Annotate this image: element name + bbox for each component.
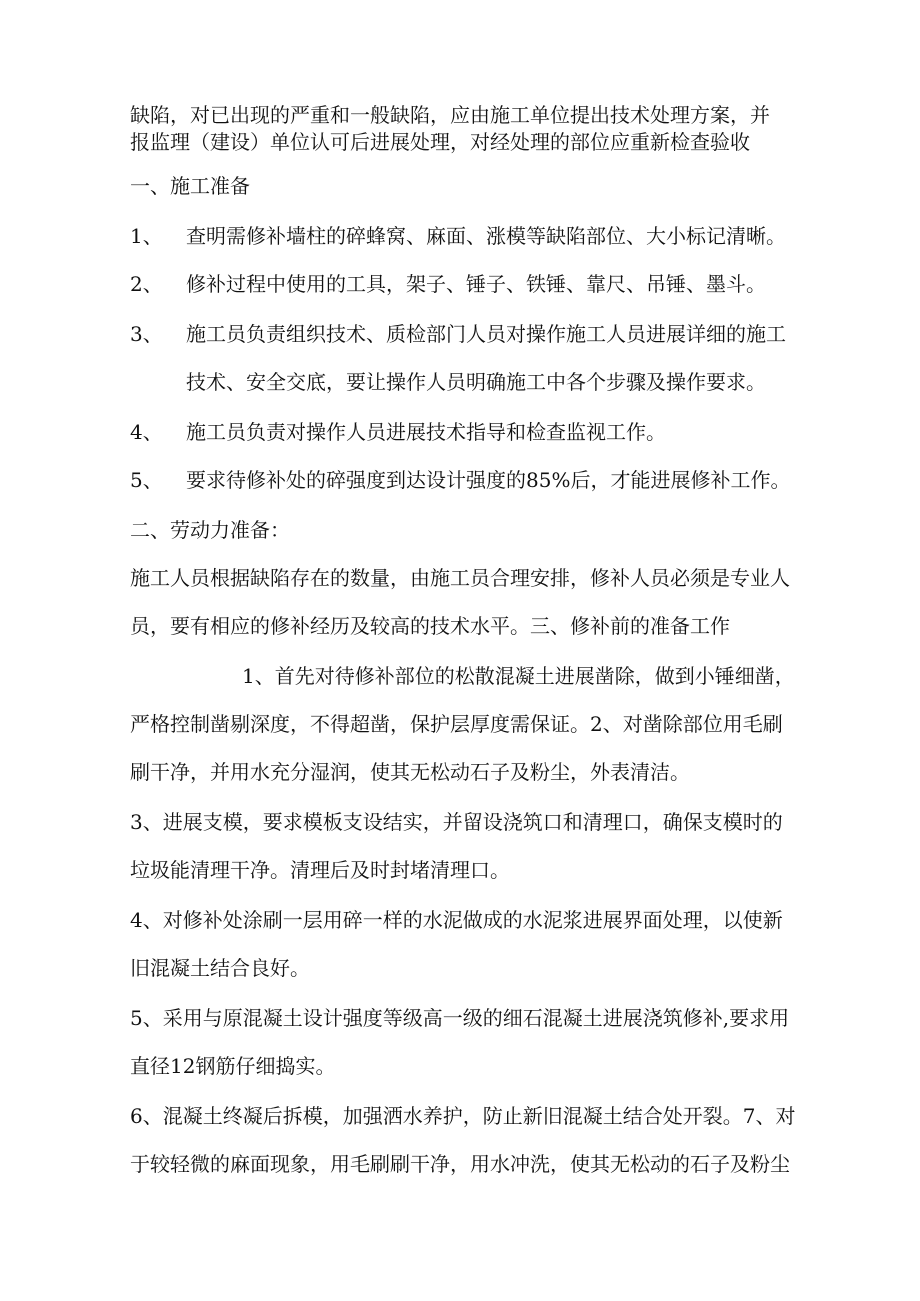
labor-paragraph-line-1: 施工人员根据缺陷存在的数量，由施工员合理安排，修补人员必须是专业人 xyxy=(130,566,790,590)
list-item-number: 1、 xyxy=(130,224,163,248)
prep-step-1-line-2: 严格控制凿剔深度，不得超凿，保护层厚度需保证。2、对凿除部位用毛刷 xyxy=(130,712,783,736)
section-2-heading: 二、劳动力准备： xyxy=(130,518,290,542)
list-item-number: 2、 xyxy=(130,272,163,296)
list-item-text: 施工员负责对操作人员进展技术指导和检查监视工作。 xyxy=(186,420,666,444)
prep-step-5-line-1: 5、采用与原混凝土设计强度等级高一级的细石混凝土进展浇筑修补,要求用 xyxy=(130,1006,790,1030)
prep-step-4-line-1: 4、对修补处涂刷一层用碎一样的水泥做成的水泥浆进展界面处理，以使新 xyxy=(130,908,783,932)
prep-step-4-line-2: 旧混凝土结合良好。 xyxy=(130,956,310,980)
prep-step-5-line-2: 直径12钢筋仔细捣实。 xyxy=(130,1054,336,1078)
prep-step-6-line-1: 6、混凝土终凝后拆模，加强洒水养护，防止新旧混凝土结合处开裂。7、对 xyxy=(130,1104,796,1128)
list-item-text: 查明需修补墙柱的碎蜂窝、麻面、涨模等缺陷部位、大小标记清晰。 xyxy=(186,224,786,248)
intro-line-2: 报监理（建设）单位认可后进展处理，对经处理的部位应重新检查验收 xyxy=(130,130,750,154)
prep-step-6-line-2: 于较轻微的麻面现象，用毛刷刷干净，用水冲洗，使其无松动的石子及粉尘 xyxy=(130,1152,790,1176)
prep-step-3-line-2: 垃圾能清理干净。清理后及时封堵清理口。 xyxy=(130,858,510,882)
prep-step-3-line-1: 3、进展支模，要求模板支设结实，并留设浇筑口和清理口，确保支模时的 xyxy=(130,810,783,834)
list-item-text: 要求待修补处的碎强度到达设计强度的85%后，才能进展修补工作。 xyxy=(186,468,791,492)
intro-line-1: 缺陷，对已出现的严重和一般缺陷，应由施工单位提出技术处理方案，并 xyxy=(130,103,770,127)
list-item-number: 4、 xyxy=(130,420,163,444)
list-item-number: 3、 xyxy=(130,322,163,346)
list-item-text: 施工员负责组织技术、质检部门人员对操作施工人员进展详细的施工 xyxy=(186,322,786,346)
section-1-heading: 一、施工准备 xyxy=(130,174,250,198)
list-item-number: 5、 xyxy=(130,468,163,492)
list-item-continuation: 技术、安全交底，要让操作人员明确施工中各个步骤及操作要求。 xyxy=(186,370,766,394)
list-item-text: 修补过程中使用的工具，架子、锤子、铁锤、靠尺、吊锤、墨斗。 xyxy=(186,272,766,296)
prep-step-1-line-1: 1、首先对待修补部位的松散混凝土进展凿除，做到小锤细凿， xyxy=(242,664,795,688)
labor-paragraph-line-2: 员，要有相应的修补经历及较高的技术水平。三、修补前的准备工作 xyxy=(130,614,730,638)
prep-step-1-line-3: 刷干净，并用水充分湿润，使其无松动石子及粉尘，外表清洁。 xyxy=(130,760,690,784)
